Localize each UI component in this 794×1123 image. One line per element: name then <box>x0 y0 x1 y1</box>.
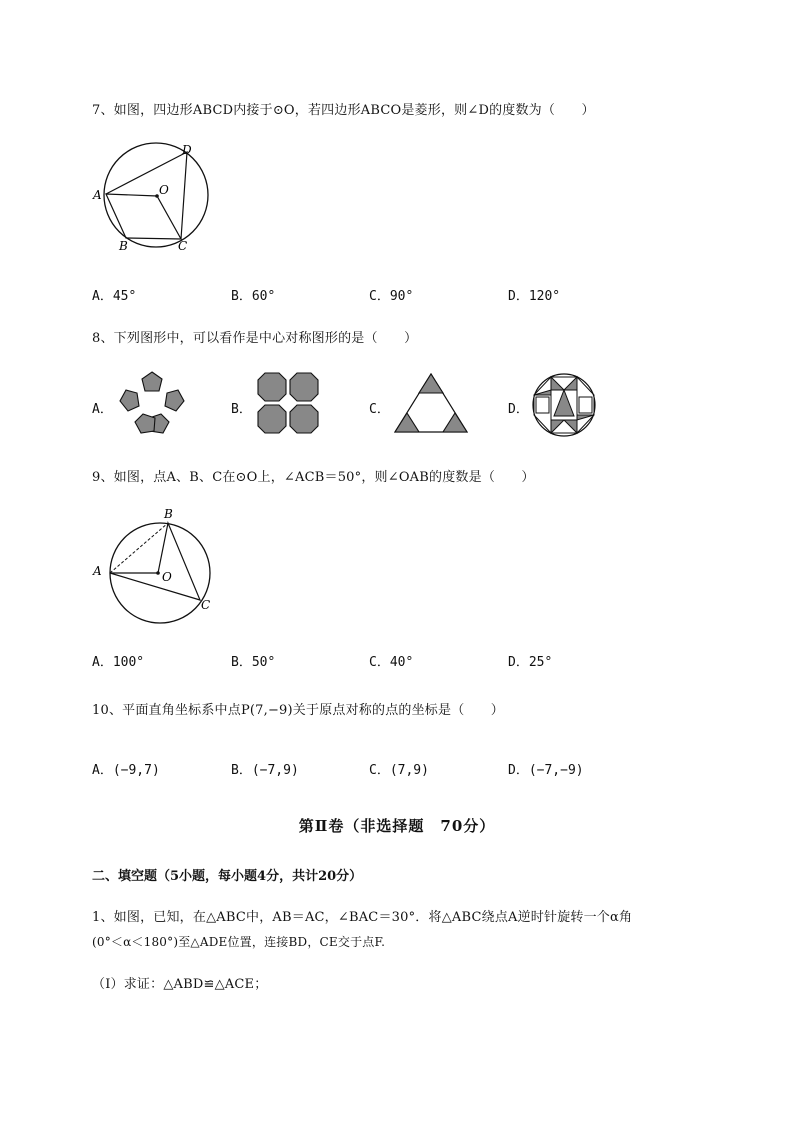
q8d-tri-1 <box>551 377 564 390</box>
q8a-pentagon-1 <box>142 372 162 391</box>
q8c-corner-right <box>443 413 467 432</box>
q8-option-a-label: A． <box>92 402 113 417</box>
fill1-line1: 1、如图，已知，在△ABC中，AB＝AC，∠BAC＝30°．将△ABC绕点A逆时针旋转一个α角 <box>92 910 633 925</box>
q7-text: 7、如图，四边形ABCD内接于⊙O，若四边形ABCO是菱形，则∠D的度数为（ ） <box>92 103 595 118</box>
q8-figure-a <box>114 368 190 438</box>
q7-option-b: B．60° <box>231 289 276 304</box>
q8d-center-triangle <box>554 390 574 416</box>
q8b-octagon-3 <box>258 405 286 433</box>
q8-option-b-label: B． <box>231 402 252 417</box>
q9-label-b: B <box>164 507 173 521</box>
q7-figure <box>88 142 228 257</box>
q8-figure-b <box>255 371 321 437</box>
q8d-tri-2 <box>564 377 577 390</box>
q8-option-c-label: C． <box>369 402 390 417</box>
q7-label-a: A <box>93 188 102 202</box>
part-2-heading: 二、填空题（5小题，每小题4分，共计20分） <box>92 869 363 884</box>
q8a-pentagon-4 <box>135 414 155 433</box>
q9-label-c: C <box>201 598 211 612</box>
q8b-octagon-1 <box>258 373 286 401</box>
q9-figure <box>88 505 218 620</box>
q9-label-a: A <box>93 564 102 578</box>
q7-label-d: D <box>182 143 192 157</box>
q7-rhombus-abco <box>106 194 181 239</box>
q8d-square-left <box>536 397 549 413</box>
q8-figure-d <box>530 372 598 438</box>
section-2-title: 第Ⅱ卷（非选择题 70分） <box>298 817 496 835</box>
q10-option-a: A．(−9,7) <box>92 763 160 778</box>
q10-option-c: C．(7,9) <box>369 763 429 778</box>
q8a-pentagon-2 <box>165 390 184 411</box>
q8b-octagon-2 <box>290 373 318 401</box>
q8-figure-c <box>393 372 469 434</box>
q8b-octagon-4 <box>290 405 318 433</box>
q9-center-dot <box>156 571 160 575</box>
q8d-tri-4 <box>564 420 577 433</box>
fill1-line2: (0°＜α＜180°)至△ADE位置，连接BD，CE交于点F. <box>92 935 386 949</box>
q9-text: 9、如图，点A、B、C在⊙O上，∠ACB＝50°，则∠OAB的度数是（ ） <box>92 470 535 485</box>
q10-text: 10、平面直角坐标系中点P(7,−9)关于原点对称的点的坐标是（ ） <box>92 703 504 718</box>
q7-label-o: O <box>159 183 169 197</box>
q9-option-c: C．40° <box>369 655 414 670</box>
q10-option-b: B．(−7,9) <box>231 763 299 778</box>
fill1-line3: （I）求证：△ABD≌△ACE； <box>92 977 268 992</box>
q8d-tri-3 <box>551 420 564 433</box>
q8c-corner-left <box>395 413 419 432</box>
q9-option-d: D．25° <box>508 655 553 670</box>
q9-option-b: B．50° <box>231 655 276 670</box>
q7-option-a: A．45° <box>92 289 137 304</box>
q8-option-d-label: D． <box>508 402 529 417</box>
q9-option-a: A．100° <box>92 655 145 670</box>
q8c-corner-top <box>419 374 443 393</box>
q8-text: 8、下列图形中，可以看作是中心对称图形的是（ ） <box>92 331 418 346</box>
q8a-pentagon-5 <box>120 390 139 411</box>
q10-option-d: D．(−7,−9) <box>508 763 584 778</box>
q9-label-o: O <box>162 570 172 584</box>
q8d-square-right <box>579 397 592 413</box>
q7-option-d: D．120° <box>508 289 561 304</box>
q7-option-c: C．90° <box>369 289 414 304</box>
q7-label-b: B <box>119 239 128 253</box>
q7-label-c: C <box>178 239 188 253</box>
